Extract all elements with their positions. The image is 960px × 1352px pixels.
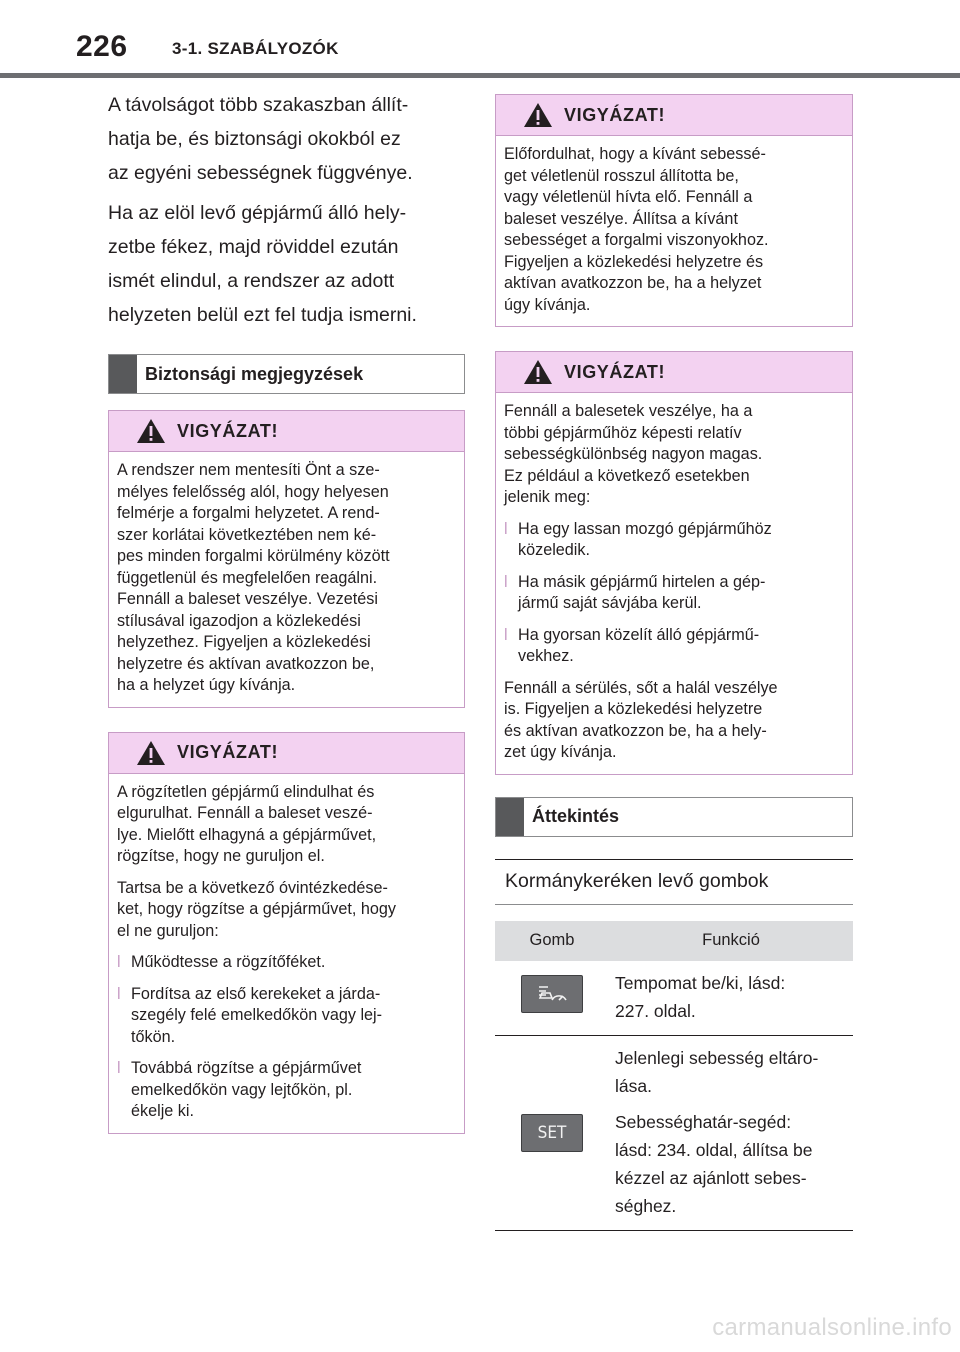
warning-body <box>109 452 464 707</box>
left-column <box>108 88 465 1134</box>
warning-box-3 <box>495 94 853 327</box>
list-item-text: Ha másik gépjármű hirtelen a gép- jármű saját sávjába kerül. <box>518 572 766 612</box>
warning-box-1 <box>108 410 465 708</box>
warning-label: VIGYÁZAT! <box>177 420 279 441</box>
button-cell <box>495 1035 609 1230</box>
section-bar-overview <box>495 797 853 837</box>
bullet-mark: l <box>504 625 508 644</box>
warning-body <box>109 774 464 1133</box>
button-cell <box>495 961 609 1036</box>
header-rule <box>0 73 960 78</box>
bullet-mark: l <box>504 519 508 538</box>
section-bar-title: Áttekintés <box>532 806 620 826</box>
section-bar-safety <box>108 354 465 394</box>
warning-label: VIGYÁZAT! <box>177 742 279 762</box>
bullet-mark: l <box>117 1059 121 1077</box>
warning-box-2 <box>108 732 465 1134</box>
warning-header <box>496 95 852 136</box>
section-bar-tab <box>109 355 137 393</box>
column-header-function: Funkció <box>609 921 853 961</box>
section-bar-tab <box>496 798 524 836</box>
warning-box-4 <box>495 351 853 775</box>
list-item-text: Ha egy lassan mozgó gépjárműhöz közeledik. <box>518 519 772 559</box>
list-item <box>504 572 844 615</box>
section-title: 3-1. SZABÁLYOZÓK <box>172 39 339 58</box>
warning-text: Fennáll a balesetek veszélye, ha a többi gépjárműhöz képesti relatív sebességkülönbség nagyon magas. Ez például a következő esetekben jelenik meg: <box>504 402 763 506</box>
warning-triangle-icon <box>520 101 556 129</box>
warning-label: VIGYÁZAT! <box>564 361 666 382</box>
function-text: Jelenlegi sebesség eltáro- lása. <box>615 1047 819 1096</box>
warning-triangle-icon <box>133 417 169 445</box>
function-cell <box>609 1035 853 1230</box>
intro-paragraph-2: Ha az elöl levő gépjármű álló hely- zetbe fékez, majd röviddel ezután ismét elindul, a rendszer az adott helyzeten belül ezt fel tudja ismerni. <box>108 202 417 326</box>
warning-triangle-icon <box>133 739 169 767</box>
table-row <box>495 1035 853 1230</box>
warning-header <box>109 733 464 774</box>
warning-text: A rendszer nem mentesíti Önt a sze- mélyes felelősség alól, hogy helyesen felmérje a forgalmi helyzetet. A rend- szer korlátai következtében nem ké- pes minden forgalmi körülmény között függetlenül és megfelelően reagálni. Fennáll a baleset veszélye. Vezetési stílusával igazodjon a közlekedési helyzethez. Figyeljen a közlekedési helyzetre és aktívan avatkozzon be, ha a helyzet úgy kívánja. <box>117 461 390 694</box>
warning-text: Tartsa be a következő óvintézkedése- ket, hogy rögzítse a gépjárművet, hogy el ne guruljon: <box>117 878 396 940</box>
list-item <box>504 519 844 562</box>
list-item <box>504 625 844 668</box>
warning-text: A rögzítetlen gépjármű elindulhat és elgurulhat. Fennáll a baleset veszé- lye. Mielőtt elhagyná a gépjárművet, rögzítse, hogy ne guruljon el. <box>117 782 377 865</box>
warning-text: Fennáll a sérülés, sőt a halál veszélye is. Figyeljen a közlekedési helyzetre és aktívan avatkozzon be, ha a hely- zet úgy kívánja. <box>504 678 778 761</box>
buttons-table <box>495 921 853 1231</box>
list-item <box>117 1058 456 1123</box>
column-header-button: Gomb <box>495 921 609 961</box>
warning-text: Előfordulhat, hogy a kívánt sebessé- get véletlenül rosszul állította be, vagy véletlenül hívta elő. Fennáll a baleset veszélye. Állítsa a kívánt sebességet a forgalmi viszonyokhoz. Figyeljen a közlekedési helyzetre és aktívan avatkozzon be, ha a helyzet úgy kívánja. <box>504 145 769 314</box>
page-header <box>0 0 960 80</box>
section-bar-title: Biztonsági megjegyzések <box>145 363 364 384</box>
warning-body <box>496 136 852 326</box>
warning-header <box>496 352 852 393</box>
set-button-image: SET <box>521 1114 583 1152</box>
warning-label: VIGYÁZAT! <box>564 104 666 125</box>
table-header-row <box>495 921 853 961</box>
page-number: 226 <box>76 30 128 63</box>
function-text: Tempomat be/ki, lásd: 227. oldal. <box>615 972 786 1021</box>
right-column <box>495 94 853 1231</box>
warning-triangle-icon <box>520 358 556 386</box>
cruise-control-icon <box>521 975 583 1013</box>
list-item <box>117 952 456 974</box>
list-item-text: Ha gyorsan közelít álló gépjármű- vekhez. <box>518 625 760 665</box>
list-item <box>117 984 456 1049</box>
table-row <box>495 961 853 1036</box>
function-cell <box>609 961 853 1036</box>
warning-body <box>496 393 852 774</box>
bullet-mark: l <box>117 953 121 971</box>
function-text: Sebességhatár-segéd: lásd: 234. oldal, állítsa be kézzel az ajánlott sebes- séghez. <box>615 1111 813 1216</box>
bullet-mark: l <box>117 984 121 1003</box>
intro-paragraph-1: A távolságot több szakaszban állít- hatja be, és biztonsági okokból ez az egyéni sebességnek függvénye. <box>108 94 413 184</box>
list-item-text: Működtesse a rögzítőféket. <box>131 953 326 971</box>
warning-header <box>109 411 464 452</box>
bullet-mark: l <box>504 572 508 591</box>
watermark: carmanualsonline.info <box>712 1314 952 1341</box>
table-title: Kormánykeréken levő gombok <box>495 859 853 905</box>
list-item-text: Fordítsa az első kerekeket a járda- szegély felé emelkedőkön vagy lej- tőkön. <box>131 984 383 1046</box>
list-item-text: Továbbá rögzítse a gépjárművet emelkedőkön vagy lejtőkön, pl. ékelje ki. <box>131 1059 362 1120</box>
